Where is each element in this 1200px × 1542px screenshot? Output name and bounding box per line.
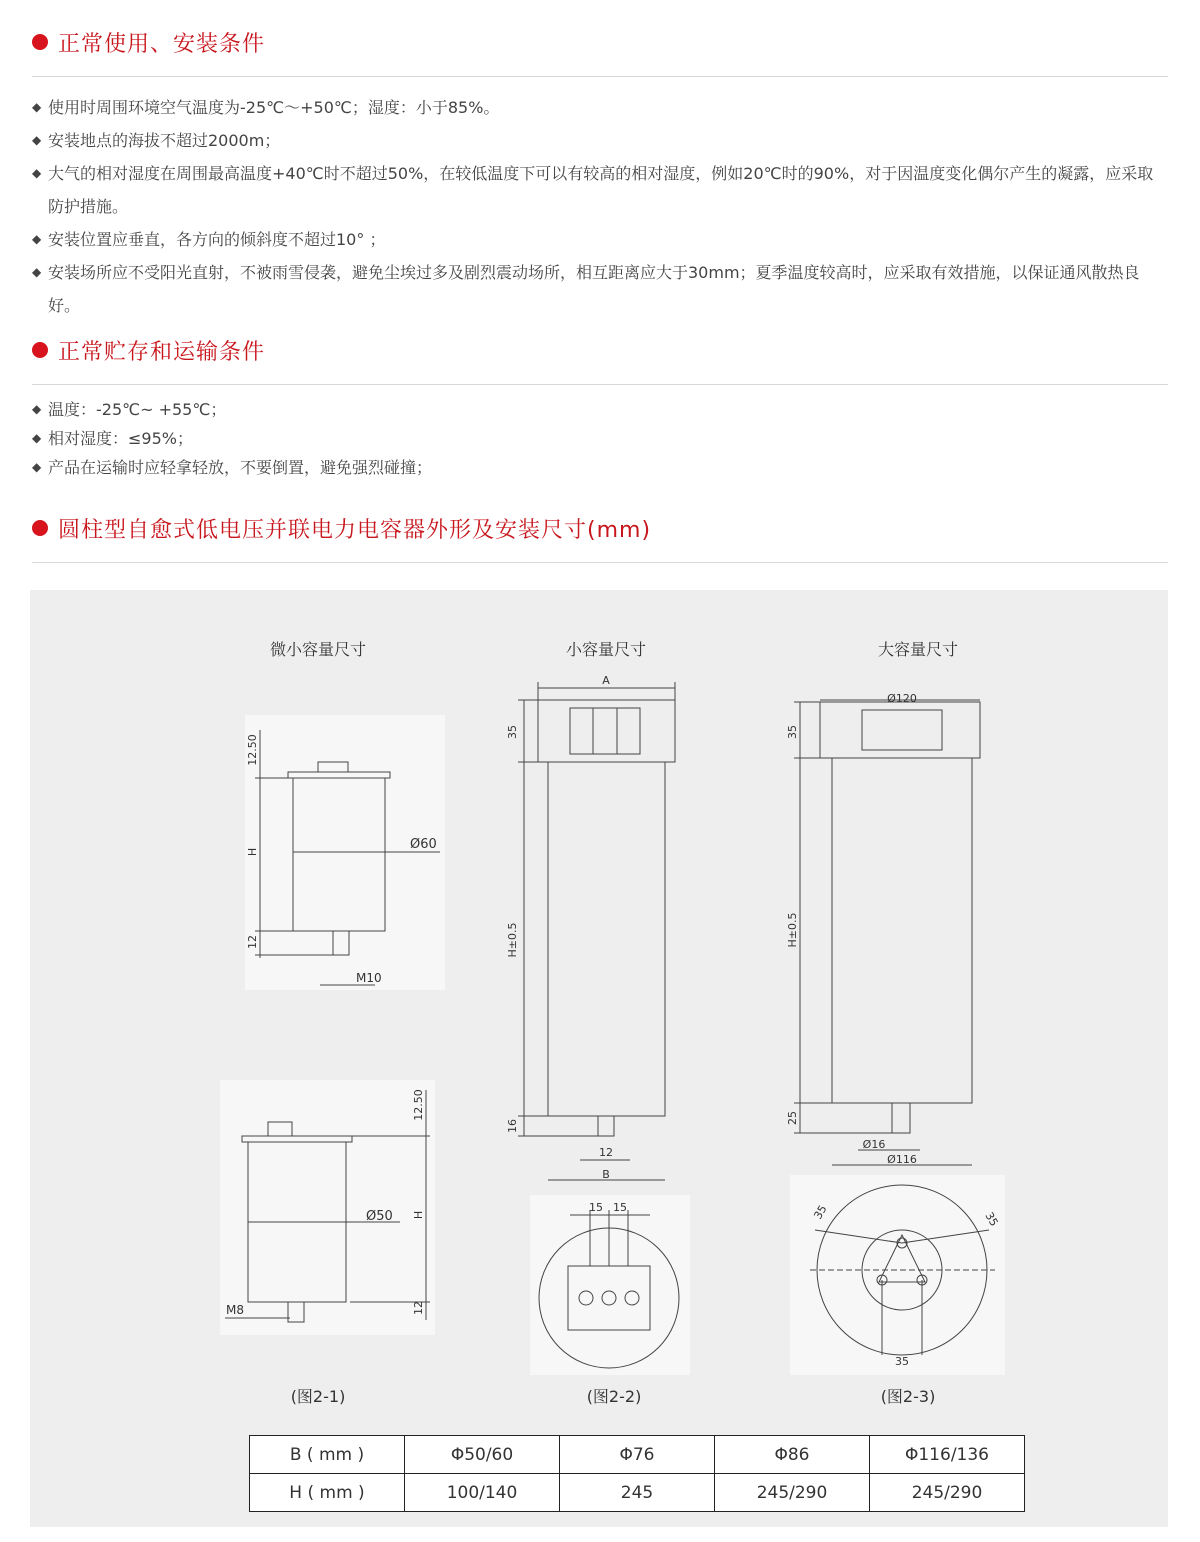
drawing-small-side bbox=[506, 674, 675, 1181]
svg-text:25: 25 bbox=[786, 1111, 799, 1125]
svg-text:Ø60: Ø60 bbox=[410, 837, 437, 852]
figure-caption-1: (图2-1) bbox=[290, 1387, 346, 1406]
table-cell: Φ116/136 bbox=[870, 1436, 1025, 1474]
section-dimensions bbox=[32, 508, 1168, 563]
svg-text:15: 15 bbox=[589, 1201, 603, 1214]
table-cell: H ( mm ) bbox=[250, 1474, 405, 1512]
table-cell: Φ76 bbox=[560, 1436, 715, 1474]
divider bbox=[32, 384, 1168, 385]
list-item: ◆ 使用时周围环境空气温度为-25℃～+50℃；湿度：小于85%。 bbox=[32, 91, 1168, 124]
diamond-bullet-icon: ◆ bbox=[32, 166, 42, 180]
svg-text:35: 35 bbox=[811, 1202, 830, 1222]
section-title: 圆柱型自愈式低电压并联电力电容器外形及安装尺寸(mm) bbox=[58, 517, 652, 543]
drawing-large-top bbox=[790, 1175, 1005, 1375]
table-cell: 245 bbox=[560, 1474, 715, 1512]
list-item: ◆ 安装场所应不受阳光直射，不被雨雪侵袭，避免尘埃过多及剧烈震动场所，相互距离应大于30mm；夏季温度较高时，应采取有效措施，以保证通风散热良好。 bbox=[32, 256, 1168, 322]
svg-text:35: 35 bbox=[982, 1210, 1001, 1229]
diamond-bullet-icon: ◆ bbox=[32, 402, 42, 416]
svg-text:15: 15 bbox=[613, 1201, 627, 1214]
list-item: ◆ 产品在运输时应轻拿轻放，不要倒置，避免强烈碰撞； bbox=[32, 453, 1168, 482]
list-item: ◆ 相对湿度：≤95%； bbox=[32, 424, 1168, 453]
svg-text:35: 35 bbox=[506, 725, 519, 739]
list-item: ◆ 温度：-25℃~ +55℃； bbox=[32, 395, 1168, 424]
svg-text:35: 35 bbox=[895, 1355, 909, 1368]
svg-text:Ø16: Ø16 bbox=[862, 1138, 886, 1151]
storage-list bbox=[32, 395, 1168, 482]
diamond-bullet-icon: ◆ bbox=[32, 100, 42, 114]
red-dot-icon bbox=[32, 520, 48, 536]
svg-text:12: 12 bbox=[599, 1146, 613, 1159]
drawing-micro-50 bbox=[220, 1080, 435, 1335]
svg-text:12.50: 12.50 bbox=[412, 1089, 425, 1121]
col-title-small: 小容量尺寸 bbox=[565, 640, 647, 659]
svg-text:12.50: 12.50 bbox=[246, 734, 259, 766]
drawing-panel bbox=[30, 590, 1168, 1527]
table-cell: 245/290 bbox=[870, 1474, 1025, 1512]
diamond-bullet-icon: ◆ bbox=[32, 460, 42, 474]
section-header bbox=[32, 508, 1168, 548]
red-dot-icon bbox=[32, 342, 48, 358]
svg-text:Ø120: Ø120 bbox=[887, 692, 917, 705]
drawing-small-top bbox=[530, 1195, 690, 1375]
svg-text:H±0.5: H±0.5 bbox=[506, 922, 519, 958]
section-storage-conditions bbox=[32, 330, 1168, 482]
drawing-micro-60 bbox=[245, 715, 445, 990]
col-title-large: 大容量尺寸 bbox=[877, 640, 959, 659]
col-title-mini: 微小容量尺寸 bbox=[269, 640, 367, 659]
figure-caption-3: (图2-3) bbox=[880, 1387, 936, 1406]
list-item: ◆ 安装位置应垂直，各方向的倾斜度不超过10° ； bbox=[32, 223, 1168, 256]
divider bbox=[32, 562, 1168, 563]
svg-text:12: 12 bbox=[412, 1301, 425, 1315]
svg-text:35: 35 bbox=[786, 725, 799, 739]
svg-text:Ø50: Ø50 bbox=[366, 1209, 393, 1224]
list-item: ◆ 大气的相对湿度在周围最高温度+40℃时不超过50%，在较低温度下可以有较高的相对湿度，例如20℃时的90%，对于因温度变化偶尔产生的凝露，应采取防护措施。 bbox=[32, 157, 1168, 223]
svg-text:12: 12 bbox=[246, 935, 259, 949]
red-dot-icon bbox=[32, 34, 48, 50]
svg-text:Ø116: Ø116 bbox=[887, 1153, 917, 1166]
table-cell: 100/140 bbox=[405, 1474, 560, 1512]
diamond-bullet-icon: ◆ bbox=[32, 265, 42, 279]
table-cell: Φ50/60 bbox=[405, 1436, 560, 1474]
table-cell: Φ86 bbox=[715, 1436, 870, 1474]
figure-caption-2: (图2-2) bbox=[586, 1387, 642, 1406]
section-title: 正常贮存和运输条件 bbox=[58, 339, 266, 365]
technical-drawings bbox=[30, 590, 1168, 1420]
dimensions-table bbox=[249, 1435, 1025, 1512]
svg-text:B: B bbox=[602, 1168, 610, 1181]
divider bbox=[32, 76, 1168, 77]
svg-text:M10: M10 bbox=[356, 971, 382, 985]
table-cell: 245/290 bbox=[715, 1474, 870, 1512]
table-row bbox=[250, 1474, 1025, 1512]
table-cell: B ( mm ) bbox=[250, 1436, 405, 1474]
section-usage-conditions bbox=[32, 22, 1168, 322]
diamond-bullet-icon: ◆ bbox=[32, 133, 42, 147]
list-item: ◆ 安装地点的海拔不超过2000m； bbox=[32, 124, 1168, 157]
usage-list bbox=[32, 91, 1168, 322]
diamond-bullet-icon: ◆ bbox=[32, 232, 42, 246]
svg-text:H: H bbox=[412, 1210, 425, 1220]
section-header bbox=[32, 22, 1168, 62]
diamond-bullet-icon: ◆ bbox=[32, 431, 42, 445]
svg-text:H±0.5: H±0.5 bbox=[786, 912, 799, 948]
section-header bbox=[32, 330, 1168, 370]
svg-text:16: 16 bbox=[506, 1119, 519, 1133]
table-row bbox=[250, 1436, 1025, 1474]
svg-text:A: A bbox=[602, 674, 610, 687]
svg-text:H: H bbox=[246, 847, 259, 857]
section-title: 正常使用、安装条件 bbox=[58, 31, 266, 57]
drawing-large-side bbox=[786, 692, 980, 1166]
svg-text:M8: M8 bbox=[226, 1303, 244, 1317]
